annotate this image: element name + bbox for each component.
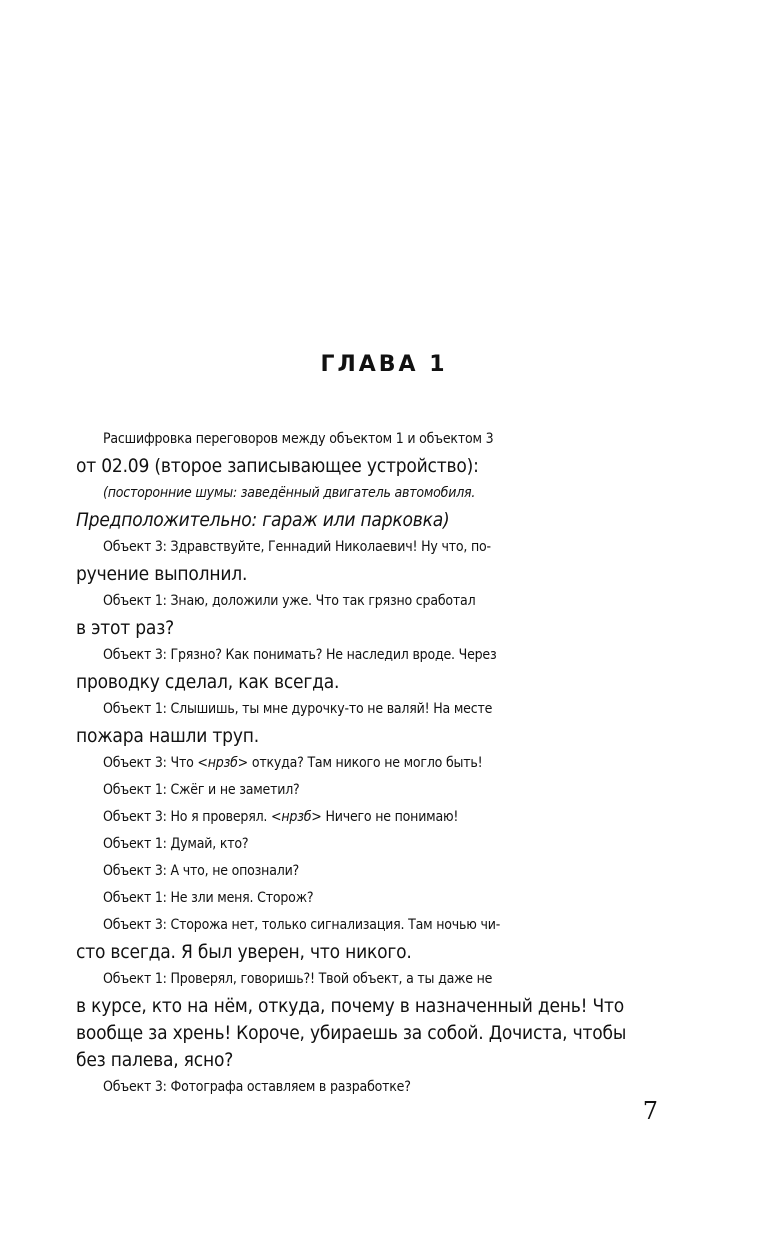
text-line [76, 804, 650, 831]
illegible-marker: <нрзб> [197, 755, 249, 771]
text-line: пожара нашли труп. [76, 725, 259, 747]
text-line: Объект 1: Не зли меня. Сторож? [103, 890, 314, 906]
text-line: Объект 1: Знаю, доложили уже. Что так грязно сработал [103, 593, 476, 609]
text-line: Объект 3: Фотографа оставляем в разработке? [103, 1079, 411, 1095]
text-line: от 02.09 (второе записывающее устройство): [76, 455, 479, 477]
dialogue-line [76, 966, 650, 1074]
dialogue-line [76, 858, 650, 885]
dialogue-line [76, 1074, 650, 1101]
dialogue-line [76, 534, 650, 588]
text-line: Объект 3: Грязно? Как понимать? Не наследил вроде. Через [103, 647, 497, 663]
dialogue-line [76, 588, 650, 642]
text-line: Объект 1: Слышишь, ты мне дурочку-то не валяй! На месте [103, 701, 493, 717]
text-line: Объект 1: Сжёг и не заметил? [103, 782, 300, 798]
text-line: Расшифровка переговоров между объектом 1 и объектом 3 [103, 431, 494, 447]
text-line: Объект 1: Проверял, говоришь?! Твой объект, а ты даже не [103, 971, 493, 987]
chapter-text [76, 426, 650, 1101]
dialogue-line [76, 750, 650, 777]
text-line: ручение выполнил. [76, 563, 248, 585]
text-line: вообще за хрень! Короче, убираешь за собой. Дочиста, чтобы [76, 1022, 627, 1044]
paragraph-stage-note [76, 480, 650, 534]
text-line [76, 750, 650, 777]
text-line: Объект 3: Сторожа нет, только сигнализация. Там ночью чи- [103, 917, 501, 933]
text-segment: Объект 3: Что [103, 755, 198, 771]
chapter-title: ГЛАВА 1 [320, 352, 448, 377]
text-segment: Ничего не понимаю! [321, 809, 459, 825]
text-segment: Объект 3: Но я проверял. [103, 809, 272, 825]
dialogue-line [76, 777, 650, 804]
paragraph-intro [76, 426, 650, 480]
text-line: Объект 3: Здравствуйте, Геннадий Николаевич! Ну что, по- [103, 539, 491, 555]
dialogue-line [76, 642, 650, 696]
text-line: Предположительно: гараж или парковка) [76, 509, 450, 531]
page-number: 7 [642, 1097, 658, 1125]
text-line: без палева, ясно? [76, 1049, 234, 1071]
text-line: (посторонние шумы: заведённый двигатель автомобиля. [103, 485, 476, 501]
text-segment: откуда? Там никого не могло быть! [248, 755, 483, 771]
text-line: Объект 1: Думай, кто? [103, 836, 249, 852]
dialogue-line [76, 696, 650, 750]
illegible-marker: <нрзб> [271, 809, 322, 825]
dialogue-line [76, 804, 650, 831]
text-line: Объект 3: А что, не опознали? [103, 863, 300, 879]
text-line: проводку сделал, как всегда. [76, 671, 340, 693]
dialogue-line [76, 885, 650, 912]
text-line: в курсе, кто на нём, откуда, почему в назначенный день! Что [76, 995, 625, 1017]
dialogue-line [76, 912, 650, 966]
text-line: сто всегда. Я был уверен, что никого. [76, 941, 412, 963]
dialogue-line [76, 831, 650, 858]
text-line: в этот раз? [76, 617, 174, 639]
